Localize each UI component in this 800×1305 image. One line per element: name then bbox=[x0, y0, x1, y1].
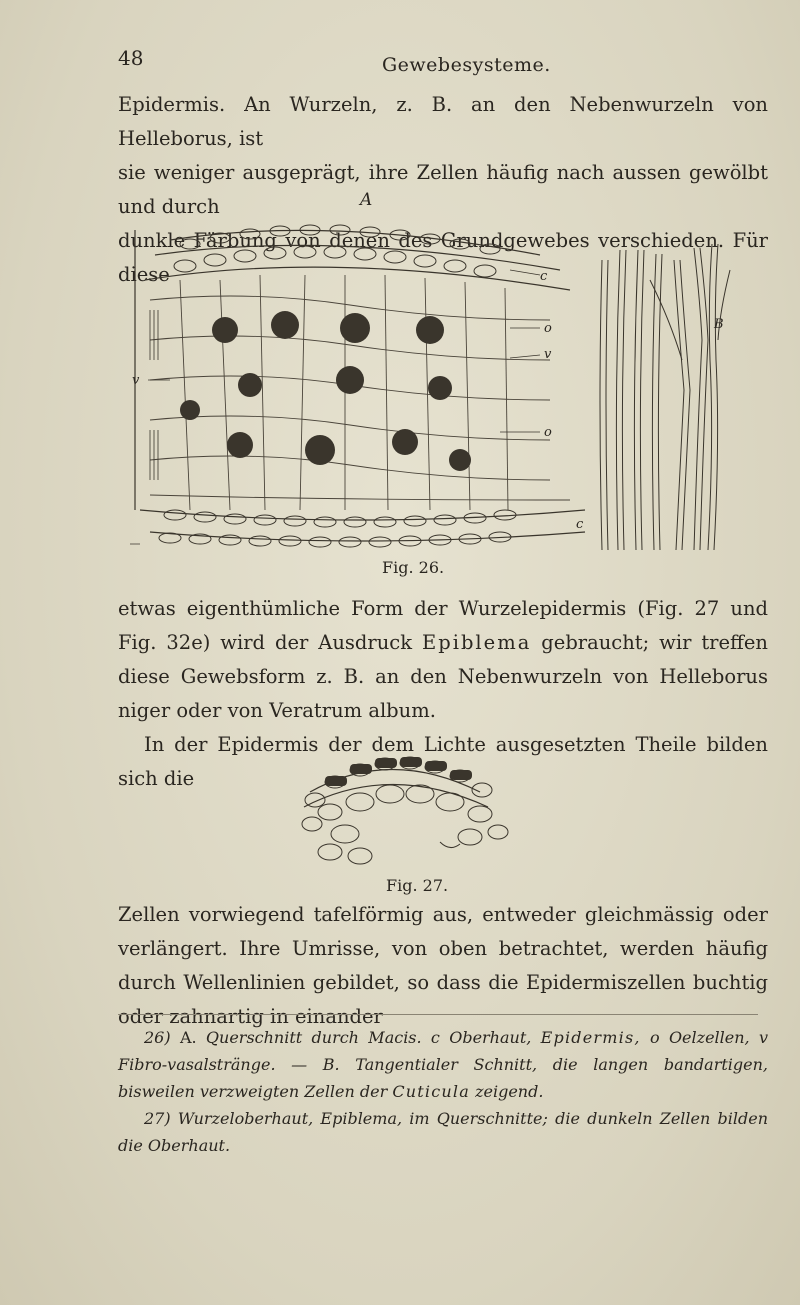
figure-26-label-v-left: v bbox=[132, 373, 140, 388]
paragraph-1-line-3: dunkle Färbung von denen des Grundgewebes verschieden. Für diese bbox=[118, 229, 768, 286]
paragraph-3: Zellen vorwiegend tafelförmig aus, entweder gleichmässig oder verlängert. Ihre Umrisse, von oben betrachtet, werden häufig durch Wellenlinien gebildet, so dass die Epidermiszellen buchtig oder zahnartig in einander bbox=[118, 903, 768, 1028]
figure-27-illustration bbox=[290, 752, 520, 870]
figure-26-label-c-bottom: c bbox=[576, 517, 584, 532]
page-number: 48 bbox=[118, 46, 144, 70]
figure-26-label-a: A bbox=[360, 190, 373, 210]
figure-26-label-o-bottom: o bbox=[544, 425, 552, 440]
paragraph-2-part-1: etwas eigenthümliche Form der Wurzelepidermis (Fig. 27 und Fig. 32e) wird der Ausdruck bbox=[118, 597, 768, 654]
paragraph-1-line-2: sie weniger ausgeprägt, ihre Zellen häufig nach aussen gewölbt und durch bbox=[118, 161, 768, 218]
footnote-27-text: Wurzeloberhaut, Epiblema, im Querschnitte; die dunkeln Zellen bilden die Oberhaut. bbox=[118, 1109, 768, 1155]
footnote-26-number: 26) bbox=[144, 1028, 171, 1047]
footnote-26-a: A. bbox=[179, 1028, 197, 1047]
figure-26-label-c-top: c bbox=[540, 269, 548, 284]
footnote-26 bbox=[118, 1024, 768, 1105]
footnote-26-cuticula: Cuticula bbox=[392, 1082, 470, 1101]
footnote-27 bbox=[118, 1105, 768, 1159]
figure-26-label-v-right: v bbox=[544, 347, 552, 362]
footnote-27-number: 27) bbox=[144, 1109, 171, 1128]
footnote-26-text-3: zeigend. bbox=[475, 1082, 544, 1101]
figure-26-label-o-top: o bbox=[544, 321, 552, 336]
figure-26a-illustration bbox=[130, 210, 600, 555]
paragraph-2-next-line: In der Epidermis der dem Lichte ausgesetzten Theile bilden sich die bbox=[118, 733, 768, 790]
figure-26-label-b: B bbox=[714, 317, 724, 332]
footnote-rule bbox=[118, 1014, 758, 1015]
running-head: Gewebesysteme. bbox=[382, 54, 551, 76]
figure-27-caption: Fig. 27. bbox=[386, 876, 449, 895]
footnote-26-text-1: Querschnitt durch Macis. c Oberhaut, bbox=[205, 1028, 532, 1047]
paragraph-2-part-2: gebraucht; wir treffen diese Gewebsform z. B. an den Nebenwurzeln von Helleborus niger oder von Veratrum album. bbox=[118, 631, 768, 722]
footnote-26-text-2: o Oelzellen, v Fibro-vasalstränge. — B. Tangentialer Schnitt, die langen bandartigen, bisweilen verzweigten Zellen der bbox=[118, 1028, 768, 1101]
figure-26-caption: Fig. 26. bbox=[382, 558, 445, 577]
footnotes bbox=[118, 1024, 768, 1159]
paragraph-1-line-1: Epidermis. An Wurzeln, z. B. an den Nebenwurzeln von Helleborus, ist bbox=[118, 93, 768, 150]
paragraph-2-term: Epiblema bbox=[422, 631, 532, 654]
footnote-26-epidermis: Epidermis, bbox=[540, 1028, 641, 1047]
figure-26b-illustration bbox=[590, 240, 740, 556]
